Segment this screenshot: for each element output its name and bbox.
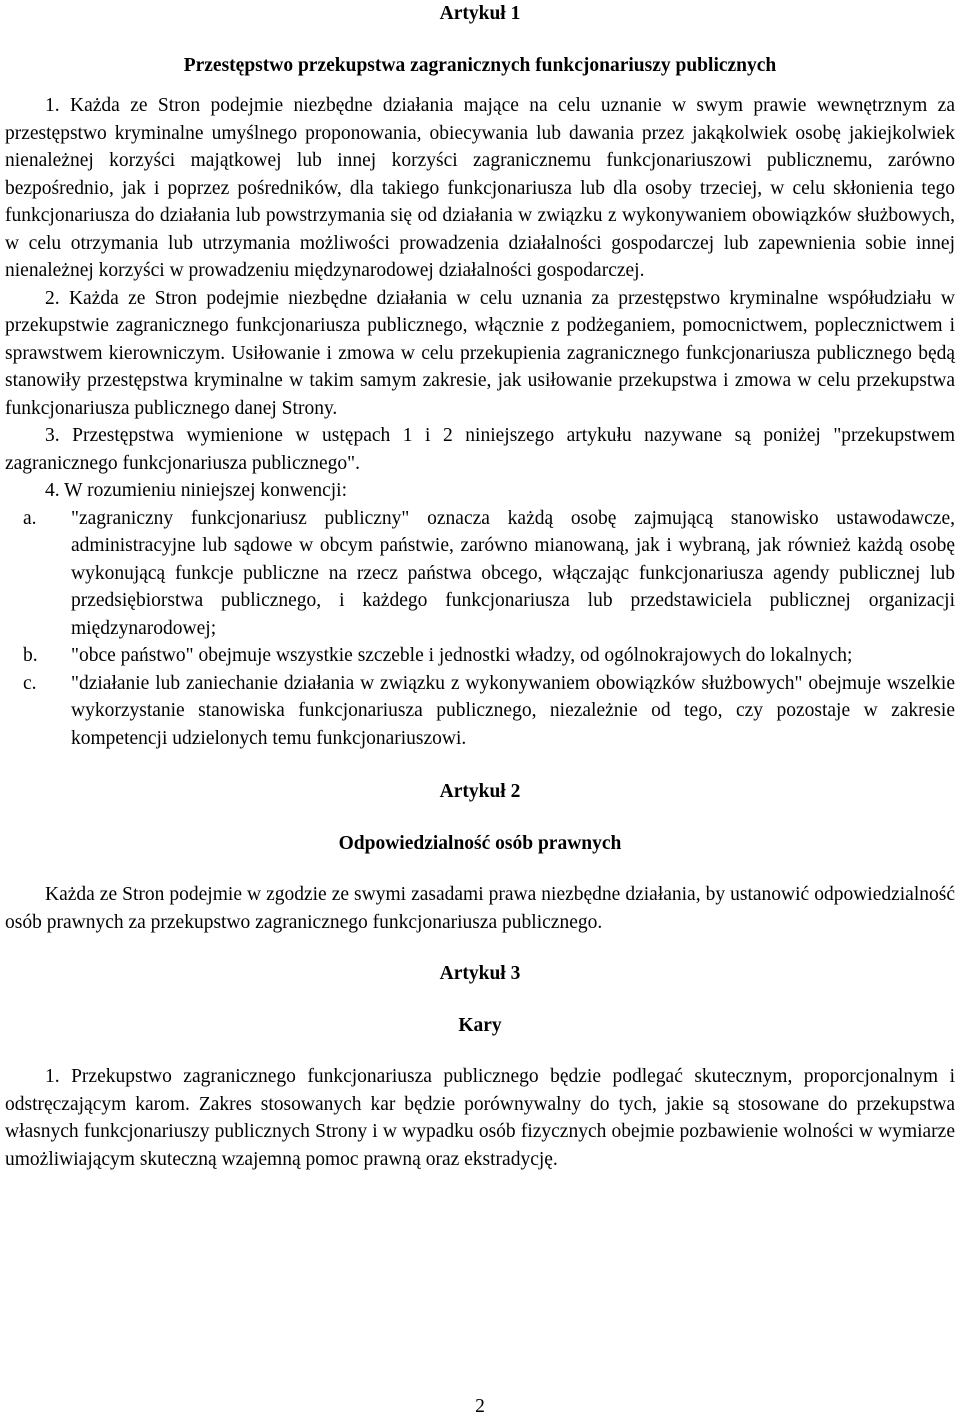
definition-text: "zagraniczny funkcjonariusz publiczny" oznacza każdą osobę zajmującą stanowisko ustawodawcze, administracyjne lub sądowe w obcym państwie, zarówno mianowaną, jak i wybraną, jak również każdą osobę wykonującą funkcje publiczne na rzecz państwa obcego, włączając funkcjonariusza agendy publicznej lub przedsiębiorstwa publicznego, i każdego funkcjonariusza lub przedstawiciela publicznej organizacji międzynarodowej;	[71, 507, 955, 639]
article-2-title: Odpowiedzialność osób prawnych	[338, 832, 622, 854]
definition-text: "działanie lub zaniechanie działania w związku z wykonywaniem obowiązków służbowych" obejmuje wszelkie wykorzystanie stanowiska funkcjonariusza publicznego, niezależnie od tego, czy pozostaje w zakresie kompetencji udzielonych temu funkcjonariuszowi.	[71, 672, 955, 749]
document-page	[5, 0, 955, 1173]
article-3-title: Kary	[458, 1014, 502, 1036]
article-1-paragraph-1: 1. Każda ze Stron podejmie niezbędne działania mające na celu uznanie w swym prawie wewnętrznym za przestępstwo kryminalne umyślnego proponowania, obiecywania lub dawania przez jakąkolwiek osobę jakiejkolwiek nienależnej korzyści majątkowej lub innej korzyści zagranicznemu funkcjonariuszowi publicznemu, zarówno bezpośrednio, jak i poprzez pośredników, dla takiego funkcjonariusza lub dla osoby trzeciej, w celu skłonienia tego funkcjonariusza do działania lub powstrzymania się od działania w związku z wykonywaniem obowiązków służbowych, w celu otrzymania lub utrzymania możliwości prowadzenia działalności gospodarczej lub zapewnienia sobie innej nienależnej korzyści w prowadzeniu międzynarodowej działalności gospodarczej.	[5, 95, 955, 281]
definition-item-a	[5, 505, 955, 643]
definition-label: c.	[23, 672, 37, 694]
article-1-heading: Artykuł 1	[439, 3, 521, 24]
definition-item-b	[5, 642, 955, 670]
definition-label: a.	[23, 507, 37, 529]
page-number: 2	[475, 1396, 485, 1417]
article-2-heading: Artykuł 2	[439, 781, 521, 802]
article-1-paragraph-4: 4. W rozumieniu niniejszej konwencji:	[45, 480, 348, 501]
article-1-title: Przestępstwo przekupstwa zagranicznych funkcjonariuszy publicznych	[183, 54, 777, 76]
definition-item-c	[5, 670, 955, 753]
article-1-paragraph-2: 2. Każda ze Stron podejmie niezbędne działania w celu uznania za przestępstwo kryminalne współudziału w przekupstwie zagranicznego funkcjonariusza publicznego, włącznie z podżeganiem, pomocnictwem, poplecznictwem i sprawstwem kierowniczym. Usiłowanie i zmowa w celu przekupienia zagranicznego funkcjonariusza publicznego będą stanowiły przestępstwa kryminalne w takim samym zakresie, jak usiłowanie przekupstwa i zmowa w celu przekupstwa funkcjonariusza publicznego danej Strony.	[5, 287, 955, 419]
article-3-heading: Artykuł 3	[439, 963, 521, 984]
article-3-paragraph: 1. Przekupstwo zagranicznego funkcjonariusza publicznego będzie podlegać skutecznym, proporcjonalnym i odstręczającym karom. Zakres stosowanych kar będzie porównywalny do tych, jakie są stosowane do przekupstwa własnych funkcjonariuszy publicznych Strony i w wypadku osób fizycznych obejmie pozbawienie wolności w wymiarze umożliwiającym skuteczną wzajemną pomoc prawną oraz ekstradycję.	[5, 1066, 955, 1170]
article-1-paragraph-3: 3. Przestępstwa wymienione w ustępach 1 i 2 niniejszego artykułu nazywane są poniżej "przekupstwem zagranicznego funkcjonariusza publicznego".	[5, 425, 955, 474]
definition-label: b.	[23, 645, 38, 666]
article-2-paragraph: Każda ze Stron podejmie w zgodzie ze swymi zasadami prawa niezbędne działania, by ustanowić odpowiedzialność osób prawnych za przekupstwo zagranicznego funkcjonariusza publicznego.	[5, 884, 955, 933]
definition-text: "obce państwo" obejmuje wszystkie szczeble i jednostki władzy, od ogólnokrajowych do lokalnych;	[71, 645, 853, 666]
